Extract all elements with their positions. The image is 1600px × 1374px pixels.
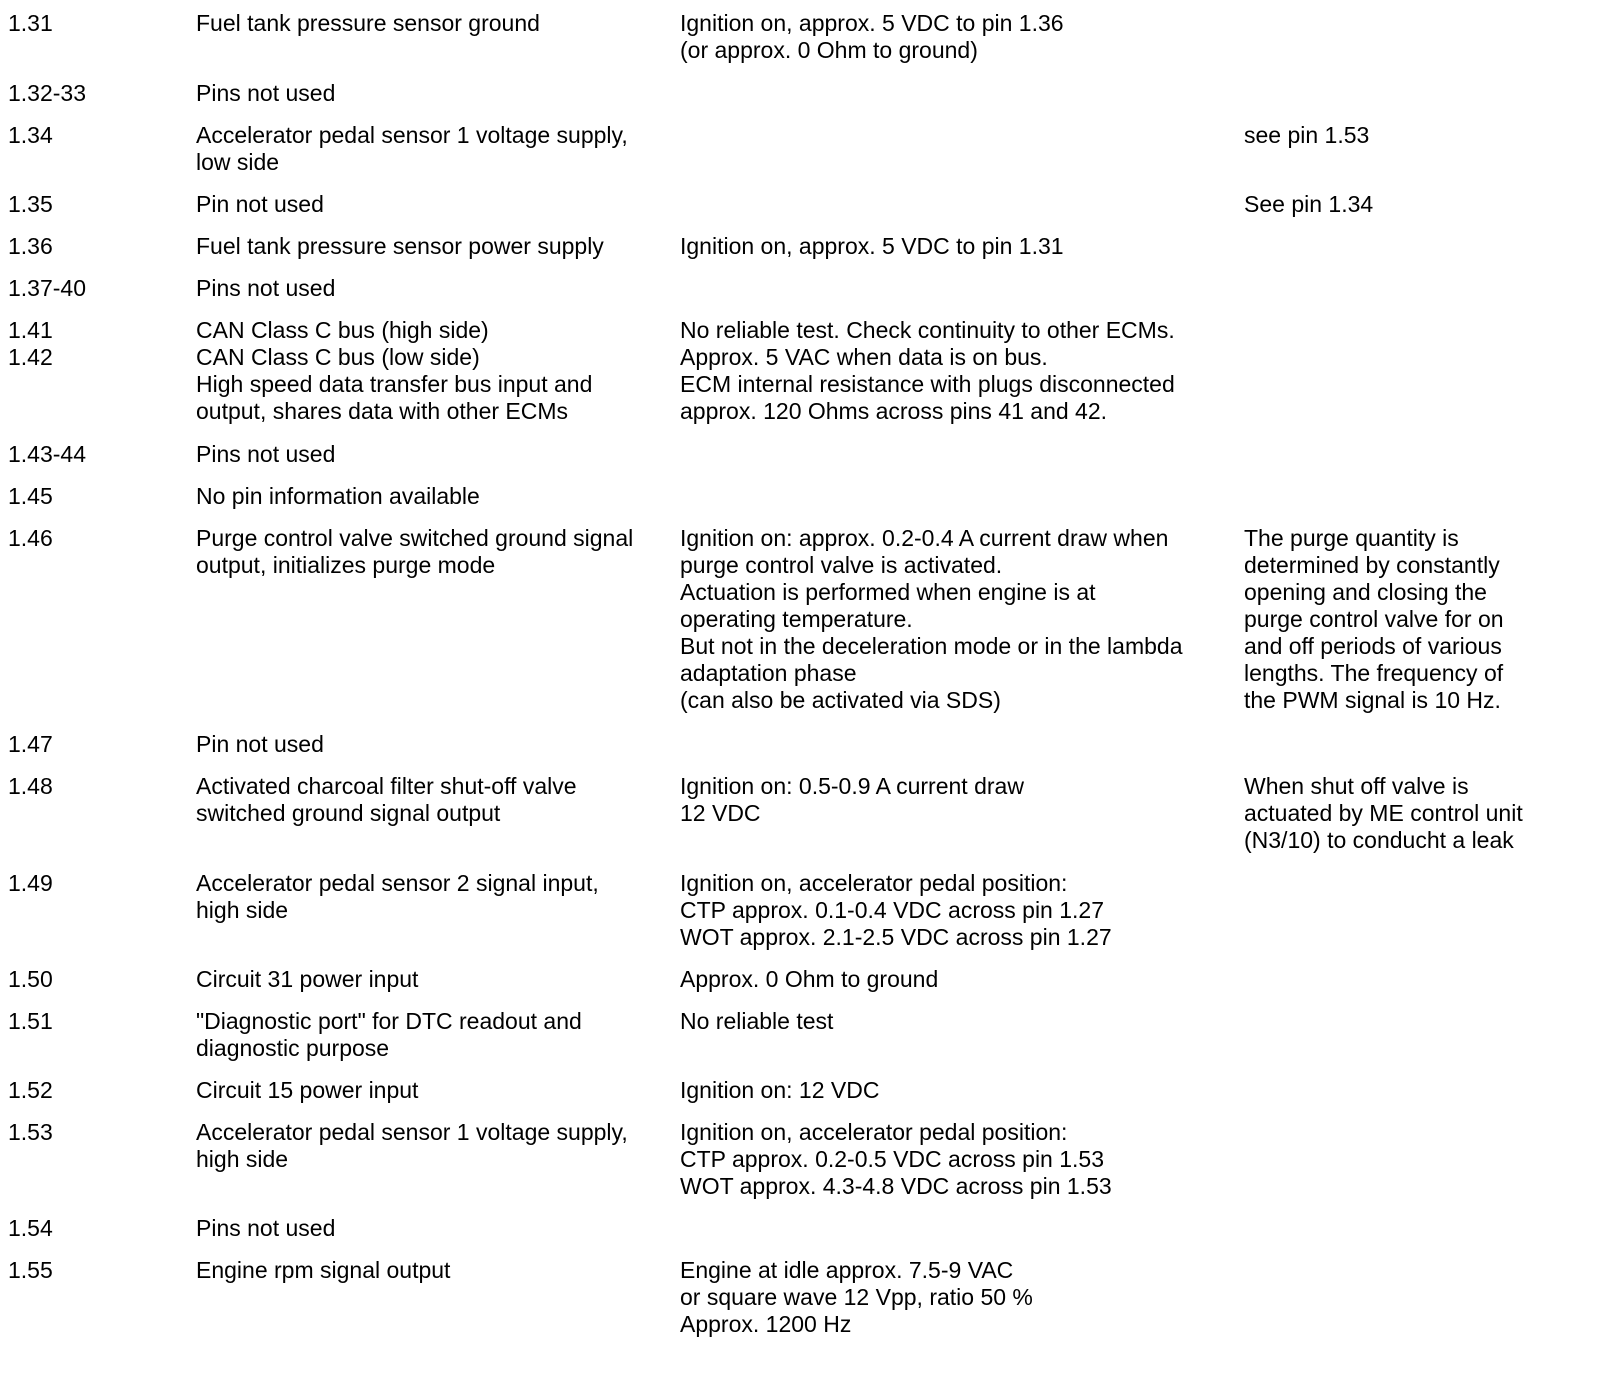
pin-description: Fuel tank pressure sensor ground [196, 10, 540, 36]
test-value: Ignition on, accelerator pedal position: CTP approx. 0.2-0.5 VDC across pin 1.53 WOT approx. 4.3-4.8 VDC across pin 1.53 [680, 1119, 1112, 1199]
pin-description: Fuel tank pressure sensor power supply [196, 233, 604, 259]
pin-number: 1.34 [8, 122, 53, 148]
pin-description: Pins not used [196, 1215, 336, 1241]
pin-number: 1.50 [8, 966, 53, 992]
pin-number: 1.32-33 [8, 80, 87, 106]
pin-description: Activated charcoal filter shut-off valve switched ground signal output [196, 773, 577, 826]
pin-description: Accelerator pedal sensor 2 signal input, high side [196, 870, 599, 923]
pin-description: Accelerator pedal sensor 1 voltage supply, high side [196, 1119, 628, 1172]
pin-description: "Diagnostic port" for DTC readout and diagnostic purpose [196, 1008, 582, 1061]
pin-number: 1.43-44 [8, 441, 87, 467]
pin-description: Pin not used [196, 191, 324, 217]
pin-number: 1.47 [8, 731, 53, 757]
test-value: Ignition on: 12 VDC [680, 1077, 880, 1103]
test-value: Ignition on, approx. 5 VDC to pin 1.31 [680, 233, 1064, 259]
pin-description: Circuit 15 power input [196, 1077, 419, 1103]
pin-number: 1.37-40 [8, 275, 87, 301]
test-value: Ignition on: 0.5-0.9 A current draw 12 VDC [680, 773, 1024, 826]
pin-number: 1.55 [8, 1257, 53, 1283]
pin-number: 1.53 [8, 1119, 53, 1145]
pin-description: Purge control valve switched ground signal output, initializes purge mode [196, 525, 634, 578]
pin-description: Pins not used [196, 275, 336, 301]
pin-description: Pin not used [196, 731, 324, 757]
pin-description: Circuit 31 power input [196, 966, 419, 992]
pin-description: Engine rpm signal output [196, 1257, 451, 1283]
pin-note: see pin 1.53 [1244, 122, 1370, 148]
pin-number: 1.41 1.42 [8, 317, 53, 370]
pin-number: 1.51 [8, 1008, 53, 1034]
pin-description: CAN Class C bus (high side) CAN Class C bus (low side) High speed data transfer bus input and output, shares data with other ECMs [196, 317, 593, 424]
pin-number: 1.46 [8, 525, 53, 551]
pin-description: No pin information available [196, 483, 480, 509]
test-value: Ignition on: approx. 0.2-0.4 A current draw when purge control valve is activated. Actuation is performed when engine is at operating temperature. But not in the deceleration mode or in the lambda adaptation phase (can also be activated via SDS) [680, 525, 1183, 713]
pin-number: 1.36 [8, 233, 53, 259]
test-value: Ignition on, approx. 5 VDC to pin 1.36 (or approx. 0 Ohm to ground) [680, 10, 1064, 63]
pin-number: 1.52 [8, 1077, 53, 1103]
pin-note: The purge quantity is determined by constantly opening and closing the purge control valve for on and off periods of various lengths. The frequency of the PWM signal is 10 Hz. [1244, 525, 1504, 713]
pin-number: 1.35 [8, 191, 53, 217]
test-value: Approx. 0 Ohm to ground [680, 966, 939, 992]
pin-number: 1.48 [8, 773, 53, 799]
test-value: Ignition on, accelerator pedal position: CTP approx. 0.1-0.4 VDC across pin 1.27 WOT approx. 2.1-2.5 VDC across pin 1.27 [680, 870, 1112, 950]
test-value: No reliable test. Check continuity to other ECMs. Approx. 5 VAC when data is on bus. ECM internal resistance with plugs disconnected approx. 120 Ohms across pins 41 and 42. [680, 317, 1175, 424]
test-value: Engine at idle approx. 7.5-9 VAC or square wave 12 Vpp, ratio 50 % Approx. 1200 Hz [680, 1257, 1033, 1337]
pin-note: See pin 1.34 [1244, 191, 1374, 217]
pin-number: 1.31 [8, 10, 53, 36]
pin-description: Pins not used [196, 441, 336, 467]
pin-note: When shut off valve is actuated by ME control unit (N3/10) to conducht a leak [1244, 773, 1523, 853]
pin-number: 1.54 [8, 1215, 53, 1241]
pin-description: Pins not used [196, 80, 336, 106]
pin-description: Accelerator pedal sensor 1 voltage supply, low side [196, 122, 628, 175]
pin-number: 1.45 [8, 483, 53, 509]
test-value: No reliable test [680, 1008, 834, 1034]
pin-number: 1.49 [8, 870, 53, 896]
